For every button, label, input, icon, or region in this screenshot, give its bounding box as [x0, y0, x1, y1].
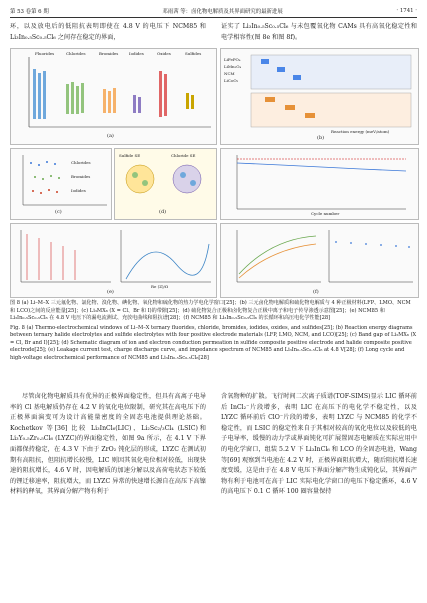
f-xlabel: Cycle number: [311, 211, 340, 216]
paragraph: 尽管卤化物电解质具有优异的正极界面稳定性，但具有高离子电导率的 Cl 基电解质仍存在 4.2 V 的氧化电位限制，研究其在高电压下的正极界面演变可为设计高能量密度的全固态电池提供理论基础。Kochetkov 等[36] 比较 Li₃InCl₆(LIC)、Li₂Sc₂/₃Cl₄ (LSIC)和 Li₃Y₀.₅Zr₀.₅Cl₆ (LYZC)的界面稳定性，如图 9a 所示，在 4.1 V 下界面都保持稳定，在 4.3 V 下由于 ZrO₂ 钝化层的形成，LYZC 在测试初期有高阻抗，但阻抗增长较慢，LIC 则因其氧化电位相对较低，出现快速的阻抗增长，4.6 V 时，因电解质的加速分解以及高荷电状态下较低的锂迁移速率，阻抗增大，而 LYZC 异常的快速增长源自在高压下高镍材料的释氧，其界面分解产物有利于: [10, 393, 206, 496]
paragraph: 含氧物种的扩散。飞行时间二次离子质谱(TOF-SIMS)显示 LIC 循环前后 InCl₂⁻片段增多，表明 LIC 在高压下的电化学不稳定性，以及 LYZC 循环前后 ClO⁻片段的增多，表明 LYZC 与 NCM85 的化学不稳定性，而 LSIC 的稳定性来自于其相对较高的氧化电位以及较低的电子电导率，缓慢的动力学或界面钝化可扩展置固态电解质在实际应用中的电化学窗口，组装 5.2 V 下 Li₃InCl₆ 和 LCO 的全固态电池，Wang 等[69] 观察到当电池在 4.2 V 时，正极界面阻抗增大，随后阻抗增长速度变缓，这是由于在 4.8 V 电压下界面分解产物生成钝化层，其界面产物有利于电池可在高于 LIC 实际电化学窗口的电压下稳定循环，4.6 V 的高电压下 0.1 C 循环 100 圈容量保持: [221, 393, 417, 496]
panel-label-b: (b): [317, 135, 325, 141]
group-label: Bromides: [99, 51, 119, 56]
header-rule: [10, 17, 417, 18]
article-title-header: 邓雨茜 等：卤化物电解质及其界面研究的最新进展: [162, 9, 283, 15]
panel-f-cycling-bottom: [220, 223, 419, 298]
d-label: Chloride SE: [171, 153, 196, 158]
panel-d-schematic: [114, 148, 217, 220]
group-label: Fluorides: [35, 51, 55, 56]
e-xlabel: Re (Z)/Ω: [151, 284, 169, 289]
panel-b-reaction-energy: [220, 48, 419, 145]
b-row-label: NCM: [224, 71, 235, 76]
group-label: Sulfides: [185, 51, 202, 56]
panel-label-e: (e): [107, 289, 114, 295]
panel-a-chart: [11, 49, 216, 144]
panel-f-cycling-top: [220, 148, 419, 220]
bottom-left-column: [10, 392, 206, 498]
d-label: Sulfide SE: [119, 153, 141, 158]
c-label: Iodides: [71, 188, 86, 193]
b-row-label: LiMn₂O₄: [224, 64, 242, 69]
panel-label-d: (d): [159, 209, 167, 215]
group-label: Chlorides: [66, 51, 86, 56]
caption-english: Fig. 8 (a) Thermo-electrochemical windows of Li–M–X ternary fluorides, chloride, bromides, iodides, oxides, and sulfides[25]; (b) Reaction energy diagrams between ternary halide electrolytes and sulfide electrolytes with four positive electrode materials (LFP, LMO, NCM, and LCO)[25]; (c) Band gap of Li₃MX₆ (X = Cl, Br and I)[25]; (d) Schematic diagram of ion and electron conduction permeation in sulfide composite positive electrode and halide composite positive electrode[25]; (e) Leakage current test, charge discharge curve, and impedance spectrum of NCM85 and Li₃In₀.₅Sc₀.₅Cl₆ at 4.8 V[28]; (f) Long cycle and high-voltage electrochemical performance of NCM85 and Li₃In₀.₅Sc₀.₅Cl₆[28]: [10, 324, 417, 361]
paragraph: 证实了 Li₃In₀.₅Sc₀.₅Cl₆ 与未包覆氧化物 CAMs 具有高氧化稳定性和电学相容性(图 8e 和图 8f)。: [221, 23, 417, 41]
group-label: Oxides: [157, 51, 171, 56]
panel-e-leakage: [10, 223, 217, 298]
panel-c-band-gap: [10, 148, 112, 220]
c-label: Bromides: [71, 174, 91, 179]
caption-chinese: 图 8 (a) Li–M–X 三元氟化物、氯化物、溴化物、碘化物、氧化物和硫化物的热力学电化学窗口[25]；(b) 三元卤化物电解质和硫化物电解质与 4 种正极材料(LFP、LMO、NCM 和 LCO)之间的反应能量[25]；(c) Li₃MX₆ (X = Cl、Br 和 I)的带隙[25]；(d) 硫化物复合正极和卤化物复合正极中离子和电子传导渗透示意图[25]；(e) NCM85 和 Li₃In₀.₅Sc₀.₅Cl₆ 在 4.8 V 电压下的漏电流测试、充放电曲线和阻抗谱[28]；(f) NCM85 和 Li₃In₀.₅Sc₀.₅Cl₆ 的长循环和高压电化学性能[28]: [10, 300, 411, 321]
journal-volume: 第 53 卷第 6 期: [10, 9, 49, 15]
b-row-label: LiFePO₄: [224, 57, 241, 62]
b-row-label: LiCoO₂: [224, 78, 239, 83]
panel-f-chart-bottom: [221, 224, 418, 297]
top-left-column: [10, 22, 206, 43]
bottom-right-column: [221, 392, 417, 498]
panel-a-stability-windows: [10, 48, 217, 145]
panel-label-c: (c): [55, 209, 62, 215]
panel-label-a: (a): [107, 133, 114, 139]
page-number: · 1741 ·: [396, 8, 417, 14]
panel-f-chart-top: [221, 149, 418, 219]
panel-label-f: (f): [313, 289, 319, 295]
paragraph: 环，以及放电后的低阻抗表明即使在 4.8 V 的电压下 NCM85 和 Li₃In₀.₅Sc₀.₅Cl₆ 之间存在稳定的界面，: [10, 23, 206, 41]
panel-e-chart: [11, 224, 216, 297]
figure-8: [10, 48, 417, 296]
running-header: [10, 6, 417, 16]
group-label: Iodides: [129, 51, 144, 56]
top-right-column: [221, 22, 417, 43]
figure-caption: [10, 300, 417, 362]
b-xlabel: Reaction energy (meV/atom): [331, 129, 390, 134]
c-label: Chlorides: [71, 160, 91, 165]
